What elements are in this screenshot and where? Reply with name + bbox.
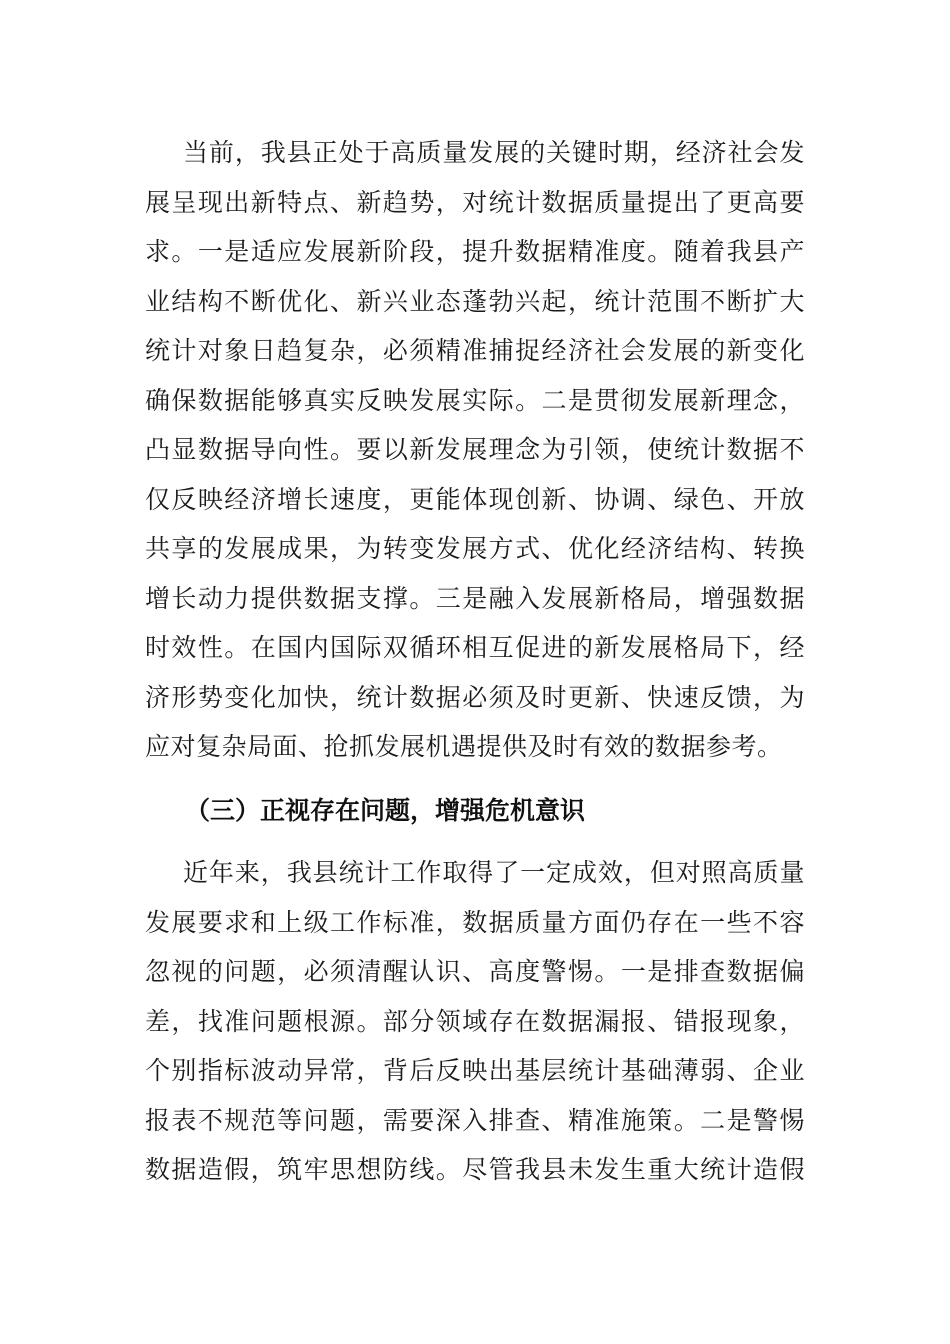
paragraph-line: 差，找准问题根源。部分领域存在数据漏报、错报现象， (145, 1006, 805, 1036)
paragraph-existing-problems (145, 848, 805, 1195)
section-heading: （三）正视存在问题，增强危机意识 (185, 796, 586, 825)
paragraph-line: 求。一是适应发展新阶段，提升数据精准度。随着我县产 (145, 237, 805, 266)
paragraph-line: 确保数据能够真实反映发展实际。二是贯彻发展新理念， (145, 385, 805, 415)
paragraph-line: 当前，我县正处于高质量发展的关键时期，经济社会发 (183, 138, 805, 167)
paragraph-line: 增长动力提供数据支撑。三是融入发展新格局，增强数据 (145, 583, 805, 613)
paragraph-line: 业结构不断优化、新兴业态蓬勃兴起，统计范围不断扩大 (145, 286, 805, 316)
paragraph-line: 统计对象日趋复杂，必须精准捕捉经济社会发展的新变化 (145, 336, 805, 365)
paragraph-line: 报表不规范等问题，需要深入排查、精准施策。二是警惕 (145, 1105, 805, 1135)
paragraph-line: 凸显数据导向性。要以新发展理念为引领，使统计数据不 (145, 435, 805, 464)
paragraph-line: 共享的发展成果，为转变发展方式、优化经济结构、转换 (145, 534, 805, 563)
paragraph-line: 发展要求和上级工作标准，数据质量方面仍存在一些不容 (145, 907, 805, 937)
paragraph-line: 近年来，我县统计工作取得了一定成效，但对照高质量 (183, 858, 805, 887)
paragraph-line: 仅反映经济增长速度，更能体现创新、协调、绿色、开放 (145, 484, 805, 514)
paragraph-line: 个别指标波动异常，背后反映出基层统计基础薄弱、企业 (145, 1056, 805, 1085)
paragraph-line: 时效性。在国内国际双循环相互促进的新发展格局下，经 (145, 633, 805, 662)
paragraph-line: 应对复杂局面、抢抓发展机遇提供及时有效的数据参考。 (145, 732, 783, 761)
paragraph-development-requirements (145, 128, 805, 772)
paragraph-line: 忽视的问题，必须清醒认识、高度警惕。一是排查数据偏 (145, 957, 805, 986)
paragraph-line: 展呈现出新特点、新趋势，对统计数据质量提出了更高要 (145, 187, 805, 217)
paragraph-line: 济形势变化加快，统计数据必须及时更新、快速反馈，为 (145, 682, 805, 712)
paragraph-line: 数据造假，筑牢思想防线。尽管我县未发生重大统计造假 (145, 1155, 805, 1184)
